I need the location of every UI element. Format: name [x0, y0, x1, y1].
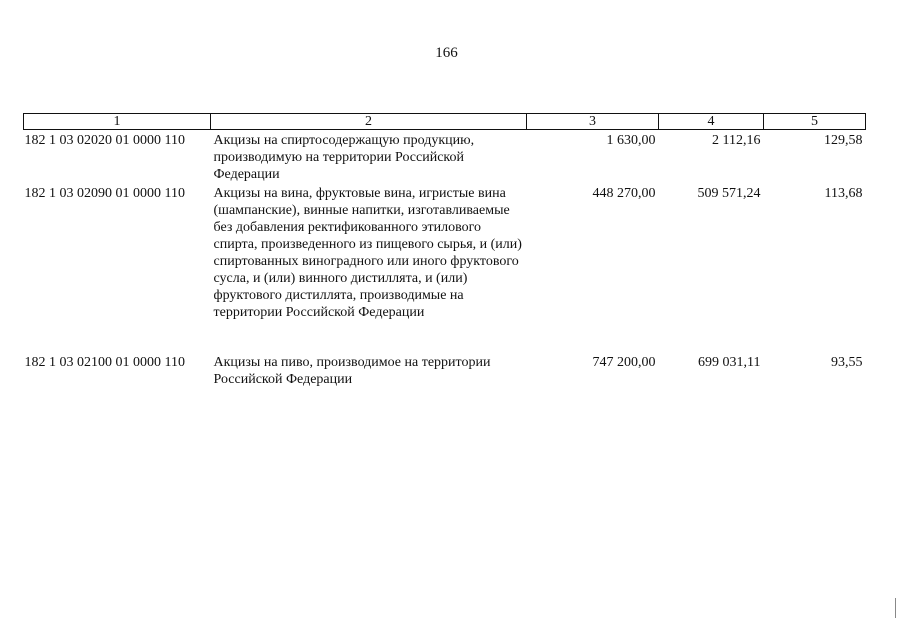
table-body: [24, 130, 866, 389]
income-name-cell: Акцизы на пиво, производимое на территории Российской Федерации: [213, 355, 491, 387]
column-header-4: 4: [659, 114, 764, 130]
value-cell-col4: 509 571,24: [697, 186, 761, 201]
value-cell-col4: 2 112,16: [712, 133, 761, 148]
page-number: 166: [435, 45, 458, 61]
budget-code-cell: 182 1 03 02090 01 0000 110: [24, 186, 185, 201]
table-row: [24, 352, 866, 388]
budget-code-cell: 182 1 03 02100 01 0000 110: [24, 355, 185, 370]
table-row: [24, 130, 866, 184]
column-header-3: 3: [527, 114, 659, 130]
header-row: [24, 114, 866, 130]
value-cell-col5: 113,68: [824, 186, 863, 201]
budget-table: [23, 113, 866, 388]
value-cell-col4: 699 031,11: [698, 355, 761, 370]
column-header-2: 2: [211, 114, 527, 130]
table-row: [24, 183, 866, 352]
column-header-5: 5: [764, 114, 866, 130]
income-name-cell: Акцизы на спиртосодержащую продукцию, производимую на территории Российской Федерации: [213, 133, 475, 182]
value-cell-col5: 93,55: [831, 355, 863, 370]
income-name-cell: Акцизы на вина, фруктовые вина, игристые вина (шампанские), винные напитки, изготавливаемые без добавления ректификованного этилового спирта, произведенного из пищевого сырья, и (или) спиртованных виноградного или иного фруктового сусла, и (или) винного дистиллята, и (или) фруктового дистиллята, производимые на территории Российской Федерации: [213, 186, 522, 320]
value-cell-col5: 129,58: [824, 133, 863, 148]
scan-edge-mark: [895, 598, 896, 618]
value-cell-col3: 448 270,00: [592, 186, 656, 201]
table-header: [24, 114, 866, 130]
value-cell-col3: 747 200,00: [592, 355, 656, 370]
value-cell-col3: 1 630,00: [606, 133, 656, 148]
budget-code-cell: 182 1 03 02020 01 0000 110: [24, 133, 185, 148]
column-header-1: 1: [24, 114, 211, 130]
